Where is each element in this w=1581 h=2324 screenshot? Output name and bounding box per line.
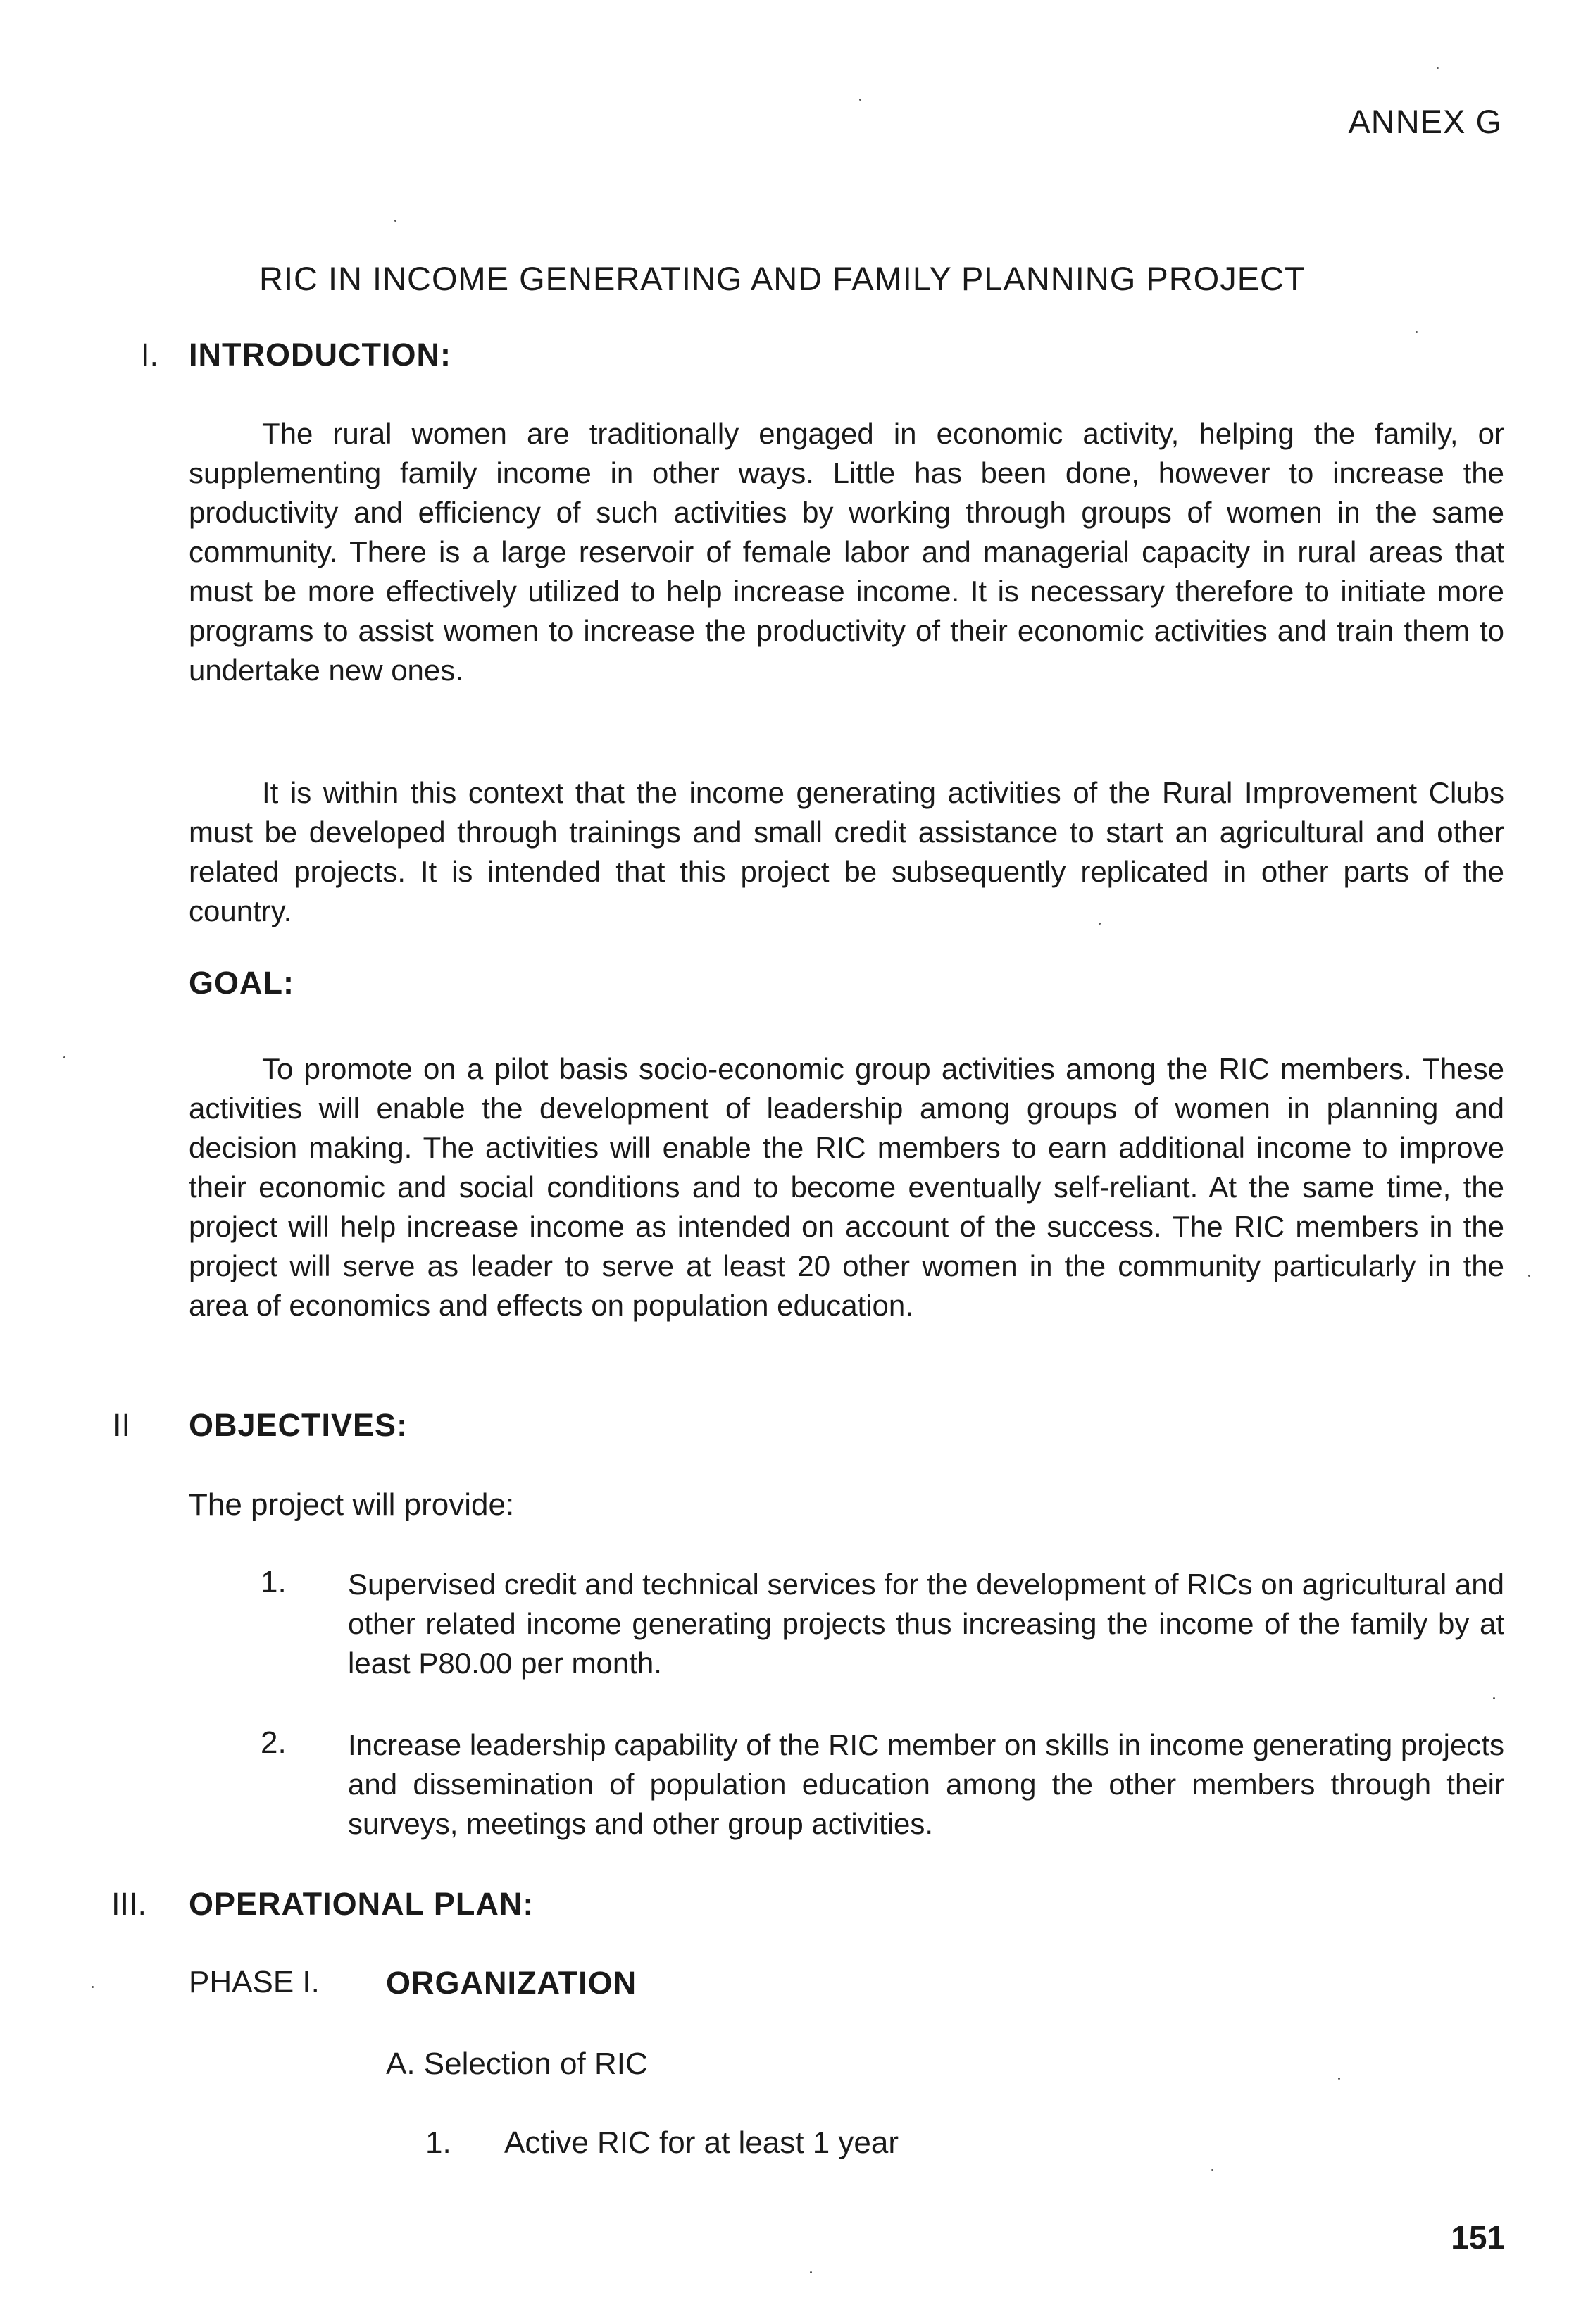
introduction-paragraph-1: The rural women are traditionally engaged in economic activity, helping the family, or supplementing family income in other ways. Little has been done, however to increase the productivity and efficiency of such activities by working through groups of women in the same community. There is a large reservoir of female labor and managerial capacity in rural areas that must be more effectively utilized to help increase income. It is necessary therefore to initiate more programs to assist women to increase the productivity of their economic activities and train them to undertake new ones. [189,417,1504,687]
scan-speck [1493,1697,1495,1699]
list-item-number: 1. [261,1565,287,1599]
phase-label: PHASE I. [189,1965,320,1999]
page-number: 151 [1451,2219,1505,2256]
scan-speck [810,2271,812,2273]
scan-speck [1528,1275,1530,1277]
goal-paragraph: To promote on a pilot basis socio-economic group activities among the RIC members. These activities will enable the development of leadership among groups of women in planning and decision making. The activities will enable the RIC members to earn additional income to improve their economic and social conditions and to become eventually self-reliant. At the same time, the project will help increase income as intended on account of the success. The RIC members in the project will serve as leader to serve at least 20 other women in the community particularly in the area of economics and effects on population education. [189,1052,1504,1322]
section-numeral-operational-plan: III. [111,1886,147,1922]
section-heading-goal: GOAL: [189,965,294,1001]
list-item [261,1565,1504,1685]
scan-speck [1338,2078,1340,2080]
objectives-intro: The project will provide: [189,1487,515,1522]
subsection-item-text: Active RIC for at least 1 year [504,2125,899,2160]
subsection-heading: A. Selection of RIC [386,2047,648,2081]
section-heading-objectives: OBJECTIVES: [189,1407,408,1443]
scan-speck [1099,923,1101,925]
annex-label: ANNEX G [1348,103,1502,140]
scan-speck [394,220,396,222]
scan-speck [859,99,861,101]
scan-speck [1437,67,1439,69]
list-item-text: Supervised credit and technical services for the development of RICs on agricultural and other related income generating projects thus increasing the income of the family by at least P80.00 per month. [348,1568,1504,1680]
section-heading-introduction: INTRODUCTION: [189,337,451,373]
scan-speck [92,1986,94,1988]
scan-speck [63,1056,65,1058]
section-heading-operational-plan: OPERATIONAL PLAN: [189,1886,535,1922]
subsection-item-number: 1. [425,2125,451,2160]
section-numeral-introduction: I. [141,337,159,373]
phase-title: ORGANIZATION [386,1965,637,2001]
document-title: RIC IN INCOME GENERATING AND FAMILY PLANNING PROJECT [259,260,1306,297]
list-item [261,1725,1504,1845]
list-item-number: 2. [261,1725,287,1760]
introduction-paragraph-2: It is within this context that the income generating activities of the Rural Improvement Clubs must be developed through trainings and small credit assistance to start an agricultural and other related projects. It is intended that this project be subsequently replicated in other parts of the country. [189,776,1504,927]
section-numeral-objectives: II [113,1407,131,1443]
list-item-text: Increase leadership capability of the RIC member on skills in income generating projects and dissemination of population education among the other members through their surveys, meetings and other group activities. [348,1728,1504,1840]
scan-speck [1211,2169,1213,2171]
scan-speck [1416,331,1418,333]
